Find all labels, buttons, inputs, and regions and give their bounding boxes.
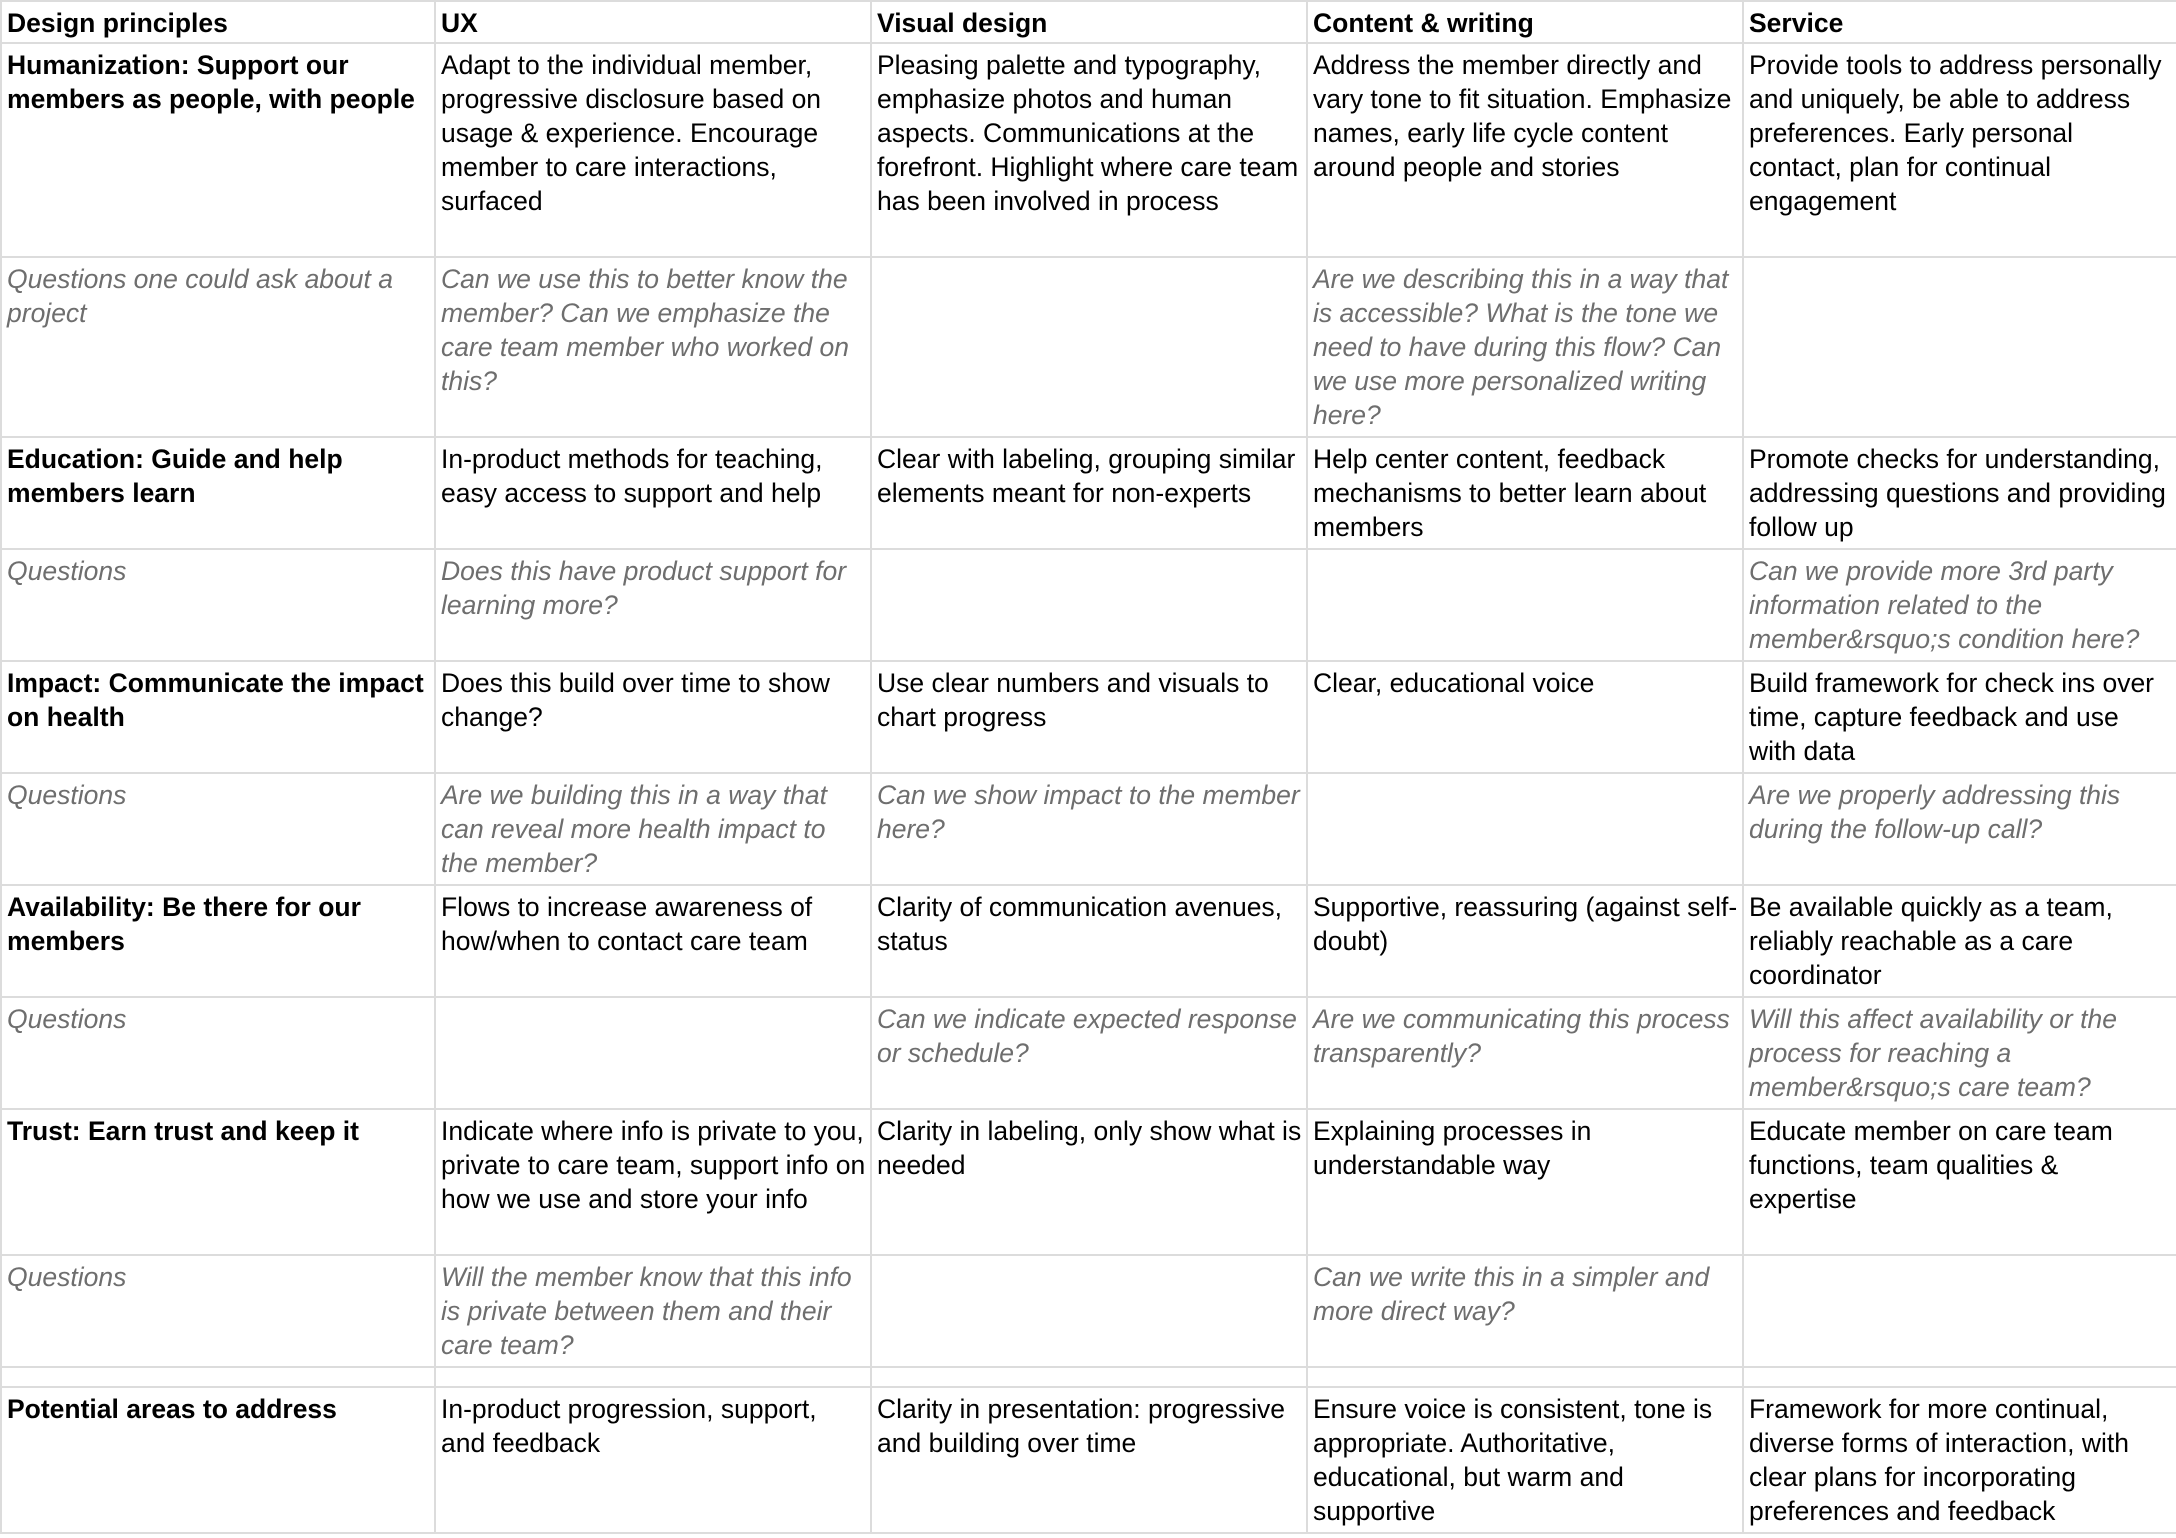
questions-label: Questions one could ask about a project — [1, 257, 435, 437]
questions-label: Questions — [1, 773, 435, 885]
question-cell: Can we use this to better know the member? Can we emphasize the care team member who worked on this? — [435, 257, 871, 437]
question-cell: Does this have product support for learning more? — [435, 549, 871, 661]
principle-trust: Trust: Earn trust and keep it — [1, 1109, 435, 1255]
cell-availability-service: Be available quickly as a team, reliably reachable as a care coordinator — [1743, 885, 2176, 997]
question-cell: Are we building this in a way that can reveal more health impact to the member? — [435, 773, 871, 885]
cell-education-visual: Clear with labeling, grouping similar elements meant for non-experts — [871, 437, 1307, 549]
table-row-humanization — [1, 43, 2176, 257]
cell-education-service: Promote checks for understanding, addressing questions and providing follow up — [1743, 437, 2176, 549]
questions-label: Questions — [1, 997, 435, 1109]
table-row-education — [1, 437, 2176, 549]
cell-availability-ux: Flows to increase awareness of how/when to contact care team — [435, 885, 871, 997]
question-cell: Will the member know that this info is private between them and their care team? — [435, 1255, 871, 1367]
questions-label: Questions — [1, 1255, 435, 1367]
spacer-cell — [1, 1367, 435, 1387]
question-cell — [871, 549, 1307, 661]
question-cell — [871, 1255, 1307, 1367]
table-row-impact — [1, 661, 2176, 773]
cell-impact-visual: Use clear numbers and visuals to chart progress — [871, 661, 1307, 773]
question-cell: Can we write this in a simpler and more direct way? — [1307, 1255, 1743, 1367]
question-cell: Are we properly addressing this during the follow-up call? — [1743, 773, 2176, 885]
question-cell — [435, 997, 871, 1109]
spacer-cell — [435, 1367, 871, 1387]
question-cell: Are we describing this in a way that is accessible? What is the tone we need to have during this flow? Can we use more personalized writing here? — [1307, 257, 1743, 437]
cell-availability-visual: Clarity of communication avenues, status — [871, 885, 1307, 997]
questions-label: Questions — [1, 549, 435, 661]
question-cell — [1307, 773, 1743, 885]
table-row-availability-questions — [1, 997, 2176, 1109]
cell-humanization-visual: Pleasing palette and typography, emphasize photos and human aspects. Communications at the forefront. Highlight where care team has been involved in process — [871, 43, 1307, 257]
header-visual-design: Visual design — [871, 1, 1307, 43]
cell-education-ux: In-product methods for teaching, easy access to support and help — [435, 437, 871, 549]
header-content-writing: Content & writing — [1307, 1, 1743, 43]
table-row-humanization-questions — [1, 257, 2176, 437]
principle-impact: Impact: Communicate the impact on health — [1, 661, 435, 773]
question-cell — [1743, 1255, 2176, 1367]
spacer-cell — [1307, 1367, 1743, 1387]
table-row-availability — [1, 885, 2176, 997]
cell-impact-content: Clear, educational voice — [1307, 661, 1743, 773]
cell-potential-ux: In-product progression, support, and feedback — [435, 1387, 871, 1533]
question-cell: Are we communicating this process transparently? — [1307, 997, 1743, 1109]
table-row-education-questions — [1, 549, 2176, 661]
question-cell — [871, 257, 1307, 437]
cell-humanization-ux: Adapt to the individual member, progressive disclosure based on usage & experience. Encourage member to care interactions, surfaced — [435, 43, 871, 257]
question-cell: Can we show impact to the member here? — [871, 773, 1307, 885]
header-row — [1, 1, 2176, 43]
header-design-principles: Design principles — [1, 1, 435, 43]
cell-potential-visual: Clarity in presentation: progressive and building over time — [871, 1387, 1307, 1533]
question-cell: Can we provide more 3rd party information related to the member&rsquo;s condition here? — [1743, 549, 2176, 661]
spacer-cell — [871, 1367, 1307, 1387]
cell-trust-visual: Clarity in labeling, only show what is needed — [871, 1109, 1307, 1255]
principle-availability: Availability: Be there for our members — [1, 885, 435, 997]
cell-trust-ux: Indicate where info is private to you, private to care team, support info on how we use and store your info — [435, 1109, 871, 1255]
cell-humanization-content: Address the member directly and vary tone to fit situation. Emphasize names, early life cycle content around people and stories — [1307, 43, 1743, 257]
spacer-row — [1, 1367, 2176, 1387]
header-ux: UX — [435, 1, 871, 43]
table-row-impact-questions — [1, 773, 2176, 885]
header-service: Service — [1743, 1, 2176, 43]
principle-humanization: Humanization: Support our members as people, with people — [1, 43, 435, 257]
cell-potential-content: Ensure voice is consistent, tone is appropriate. Authoritative, educational, but warm and supportive — [1307, 1387, 1743, 1533]
cell-trust-content: Explaining processes in understandable way — [1307, 1109, 1743, 1255]
principle-education: Education: Guide and help members learn — [1, 437, 435, 549]
principle-potential-areas: Potential areas to address — [1, 1387, 435, 1533]
table-row-potential-areas — [1, 1387, 2176, 1533]
cell-education-content: Help center content, feedback mechanisms to better learn about members — [1307, 437, 1743, 549]
table-row-trust — [1, 1109, 2176, 1255]
question-cell: Will this affect availability or the process for reaching a member&rsquo;s care team? — [1743, 997, 2176, 1109]
cell-impact-ux: Does this build over time to show change? — [435, 661, 871, 773]
cell-potential-service: Framework for more continual, diverse forms of interaction, with clear plans for incorporating preferences and feedback — [1743, 1387, 2176, 1533]
cell-impact-service: Build framework for check ins over time, capture feedback and use with data — [1743, 661, 2176, 773]
question-cell — [1307, 549, 1743, 661]
question-cell: Can we indicate expected response or schedule? — [871, 997, 1307, 1109]
cell-humanization-service: Provide tools to address personally and uniquely, be able to address preferences. Early personal contact, plan for continual engagement — [1743, 43, 2176, 257]
cell-trust-service: Educate member on care team functions, team qualities & expertise — [1743, 1109, 2176, 1255]
table-row-trust-questions — [1, 1255, 2176, 1367]
spacer-cell — [1743, 1367, 2176, 1387]
question-cell — [1743, 257, 2176, 437]
cell-availability-content: Supportive, reassuring (against self-doubt) — [1307, 885, 1743, 997]
